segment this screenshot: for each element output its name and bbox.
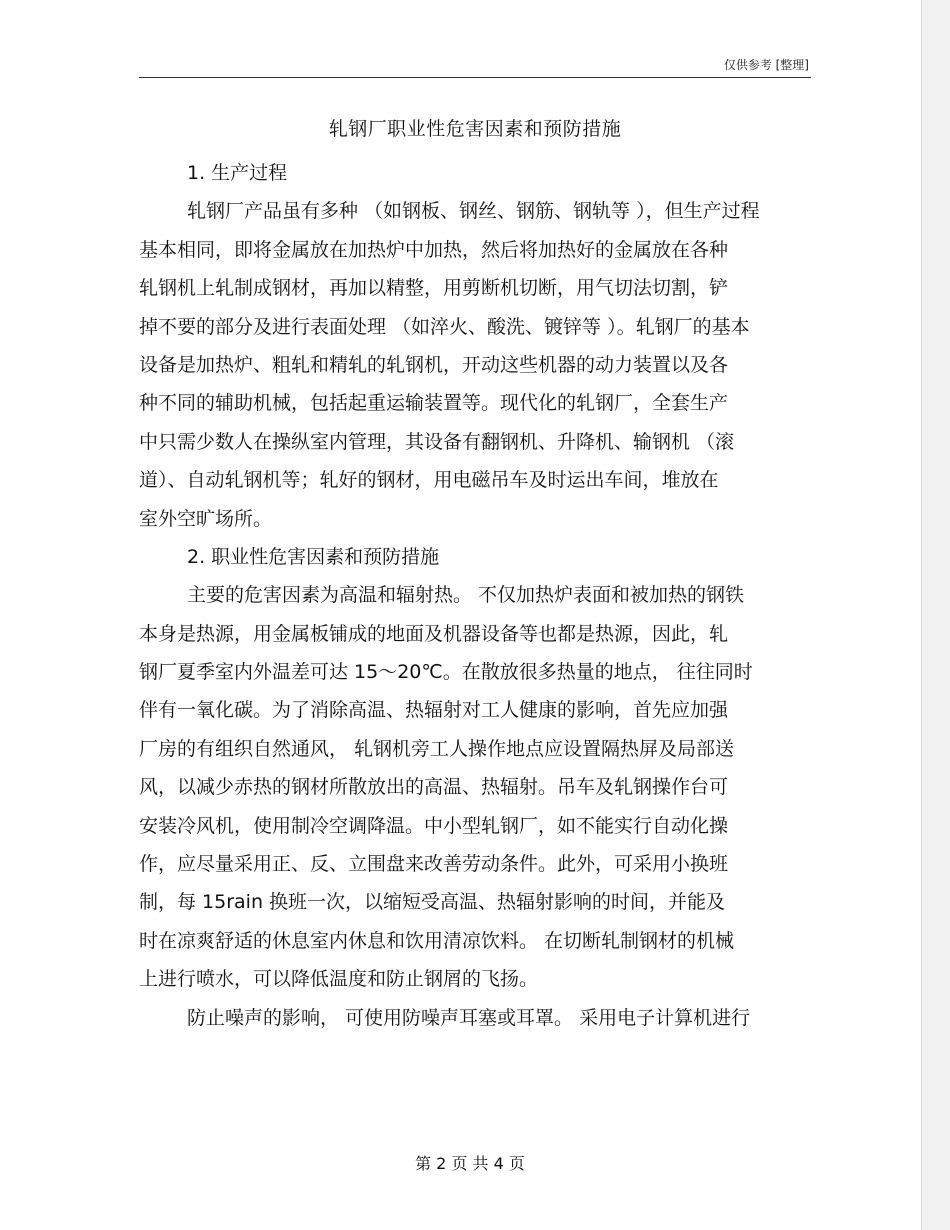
paragraph [139,999,811,1037]
text-line: 防止噪声的影响， 可使用防噪声耳塞或耳罩。 采用电子计算机进行 [187,1006,751,1029]
page-header [139,56,811,76]
section-heading: 1. 生产过程 [187,162,288,184]
page-edge [921,0,950,1230]
text-line: 制，每 15rain 换班一次，以缩短受高温、热辐射影响的时间，并能及 [139,891,726,914]
document-title: 轧钢厂职业性危害因素和预防措施 [328,118,622,140]
text-line: 轧钢机上轧制成钢材，再加以精整，用剪断机切断，用气切法切割，铲 [139,277,729,300]
document-body [139,112,811,1037]
text-line: 主要的危害因素为高温和辐射热。 不仅加热炉表面和被加热的钢铁 [187,584,745,607]
text-line: 本身是热源，用金属板铺成的地面及机器设备等也都是热源，因此，轧 [139,622,729,645]
paragraph [139,576,811,998]
page-number: 第 2 页 共 4 页 [415,1154,525,1173]
text-line: 设备是加热炉、粗轧和精轧的轧钢机，开动这些机器的动力装置以及各 [139,353,729,376]
text-line: 种不同的辅助机械，包括起重运输装置等。现代化的轧钢厂，全套生产 [139,392,729,415]
text-line: 伴有一氧化碳。为了消除高温、热辐射对工人健康的影响，首先应加强 [139,699,729,722]
text-line: 安装冷风机，使用制冷空调降温。中小型轧钢厂，如不能实行自动化操 [139,814,729,837]
text-line: 风，以减少赤热的钢材所散放出的高温、热辐射。吊车及轧钢操作台可 [139,776,729,799]
text-line: 作，应尽量采用正、反、立围盘来改善劳动条件。此外，可采用小换班 [139,853,729,876]
section-1 [139,154,811,538]
section-heading: 2. 职业性危害因素和预防措施 [187,545,440,568]
text-line: 室外空旷场所。 [139,507,273,530]
paragraph [139,192,811,538]
header-rule [139,77,811,78]
text-line: 厂房的有组织自然通风， 轧钢机旁工人操作地点应设置隔热屏及局部送 [139,737,735,760]
section-2 [139,538,811,1037]
text-line: 基本相同，即将金属放在加热炉中加热，然后将加热好的金属放在各种 [139,238,729,261]
text-line: 轧钢厂产品虽有多种 （如钢板、钢丝、钢筋、钢轨等 ），但生产过程 [187,200,760,223]
text-line: 钢厂夏季室内外温差可达 15～20℃。在散放很多热量的地点， 往往同时 [139,661,753,684]
text-line: 掉不要的部分及进行表面处理 （如淬火、酸洗、镀锌等 ）。轧钢厂的基本 [139,315,750,338]
text-line: 道）、自动轧钢机等；轧好的钢材，用电磁吊车及时运出车间，堆放在 [139,469,719,492]
header-note: 仅供参考 [整理] [723,58,809,72]
text-line: 上进行喷水，可以降低温度和防止钢屑的飞扬。 [139,968,539,991]
text-line: 中只需少数人在操纵室内管理，其设备有翻钢机、升降机、输钢机 （滚 [139,430,735,453]
text-line: 时在凉爽舒适的休息室内休息和饮用清凉饮料。 在切断轧制钢材的机械 [139,929,735,952]
